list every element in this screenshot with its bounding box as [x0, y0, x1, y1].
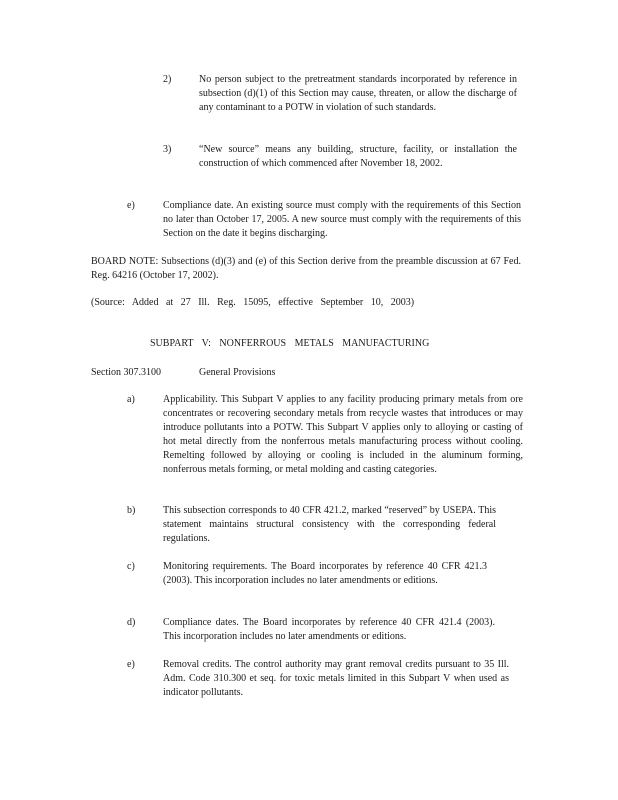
list-item-text: Removal credits. The control authority may grant removal credits pursuant to 35 Ill. Adm. Code 310.300 et seq. for toxic metals limited in this Subpart V when used as indicator pollutants. — [163, 659, 509, 698]
list-item-text: “New source” means any building, structure, facility, or installation the construction of which commenced after November 18, 2002. — [199, 144, 517, 169]
list-item-text: This subsection corresponds to 40 CFR 421.2, marked “reserved” by USEPA. This statement maintains structural consistency with the corresponding federal regulations. — [163, 505, 496, 544]
subpart-heading: SUBPART V: NONFERROUS METALS MANUFACTURING — [150, 338, 430, 349]
section-number: Section 307.3100 — [91, 367, 161, 378]
item-marker: c) — [127, 561, 135, 572]
source-note: (Source: Added at 27 Ill. Reg. 15095, effective September 10, 2003) — [91, 297, 415, 308]
list-item-text: Monitoring requirements. The Board incorporates by reference 40 CFR 421.3 (2003). This incorporation includes no later amendments or editions. — [163, 561, 487, 586]
list-item-text: Applicability. This Subpart V applies to any facility producing primary metals from ore concentrates or recovering secondary metals from recycle wastes that introduces or may introduce pollutants into a POTW. This Subpart V applies only to alloying or casting of hot metal directly from the nonferrous metals manufacturing process without cooling. Remelting followed by alloying or cooling is included in the aluminum forming, nonferrous metals forming, or metal molding and casting categories. — [163, 394, 523, 475]
list-item-text: Compliance dates. The Board incorporates by reference 40 CFR 421.4 (2003). This incorporation includes no later amendments or editions. — [163, 617, 495, 642]
item-marker: e) — [127, 200, 135, 211]
item-marker: d) — [127, 617, 136, 628]
item-marker: b) — [127, 505, 136, 516]
item-marker: 3) — [163, 144, 172, 155]
list-item-text: Compliance date. An existing source must comply with the requirements of this Section no later than October 17, 2005. A new source must comply with the requirements of this Section on the date it begins discharging. — [163, 200, 521, 239]
item-marker: e) — [127, 659, 135, 670]
item-marker: a) — [127, 394, 135, 405]
board-note: BOARD NOTE: Subsections (d)(3) and (e) of this Section derive from the preamble discussion at 67 Fed. Reg. 64216 (October 17, 2002). — [91, 256, 521, 281]
list-item-text: No person subject to the pretreatment standards incorporated by reference in subsection (d)(1) of this Section may cause, threaten, or allow the discharge of any contaminant to a POTW in violation of such standards. — [199, 74, 517, 113]
section-title: General Provisions — [199, 367, 276, 378]
item-marker: 2) — [163, 74, 172, 85]
